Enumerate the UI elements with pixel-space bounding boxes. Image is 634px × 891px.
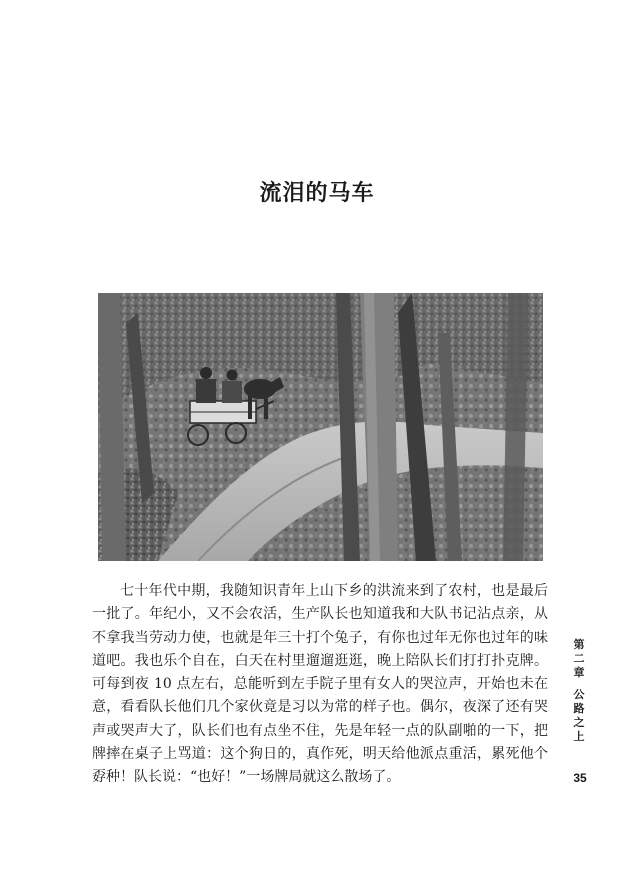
running-header-char: 公 (573, 688, 585, 701)
running-header-char: 上 (573, 730, 585, 743)
body-text (92, 580, 548, 790)
running-header-chapter (570, 638, 588, 744)
photo-horse-cart-forest-road (98, 293, 543, 561)
running-header-char: 二 (573, 652, 585, 665)
body-paragraph: 七十年代中期，我随知识青年上山下乡的洪流来到了农村，也是最后一批了。年纪小，又不会农活，生产队长也知道我和大队书记沾点亲，从不拿我当劳动力使，也就是年三十打个兔子，有你也过年无你也过年的味道吧。我也乐个自在，白天在村里遛遛逛逛，晚上陪队长们打打扑克牌。可每到夜 10 点左右，总能听到左手院子里有女人的哭泣声，开始也未在意，看看队长他们几个家伙竟是习以为常的样子也。偶尔，夜深了还有哭声或哭声大了，队长们也有点坐不住，先是年轻一点的队副啪的一下，把牌摔在桌子上骂道：这个狗日的，真作死，明天给他派点重活，累死他个孬种！队长说：“也好！”一场牌局就这么散场了。 (92, 583, 548, 786)
running-header-char: 之 (573, 716, 585, 729)
running-header-char: 章 (573, 666, 585, 679)
running-header-char: 路 (573, 702, 585, 715)
chapter-title: 流泪的马车 (259, 180, 375, 206)
running-header-char: 第 (573, 638, 585, 651)
page-number: 35 (573, 771, 587, 785)
